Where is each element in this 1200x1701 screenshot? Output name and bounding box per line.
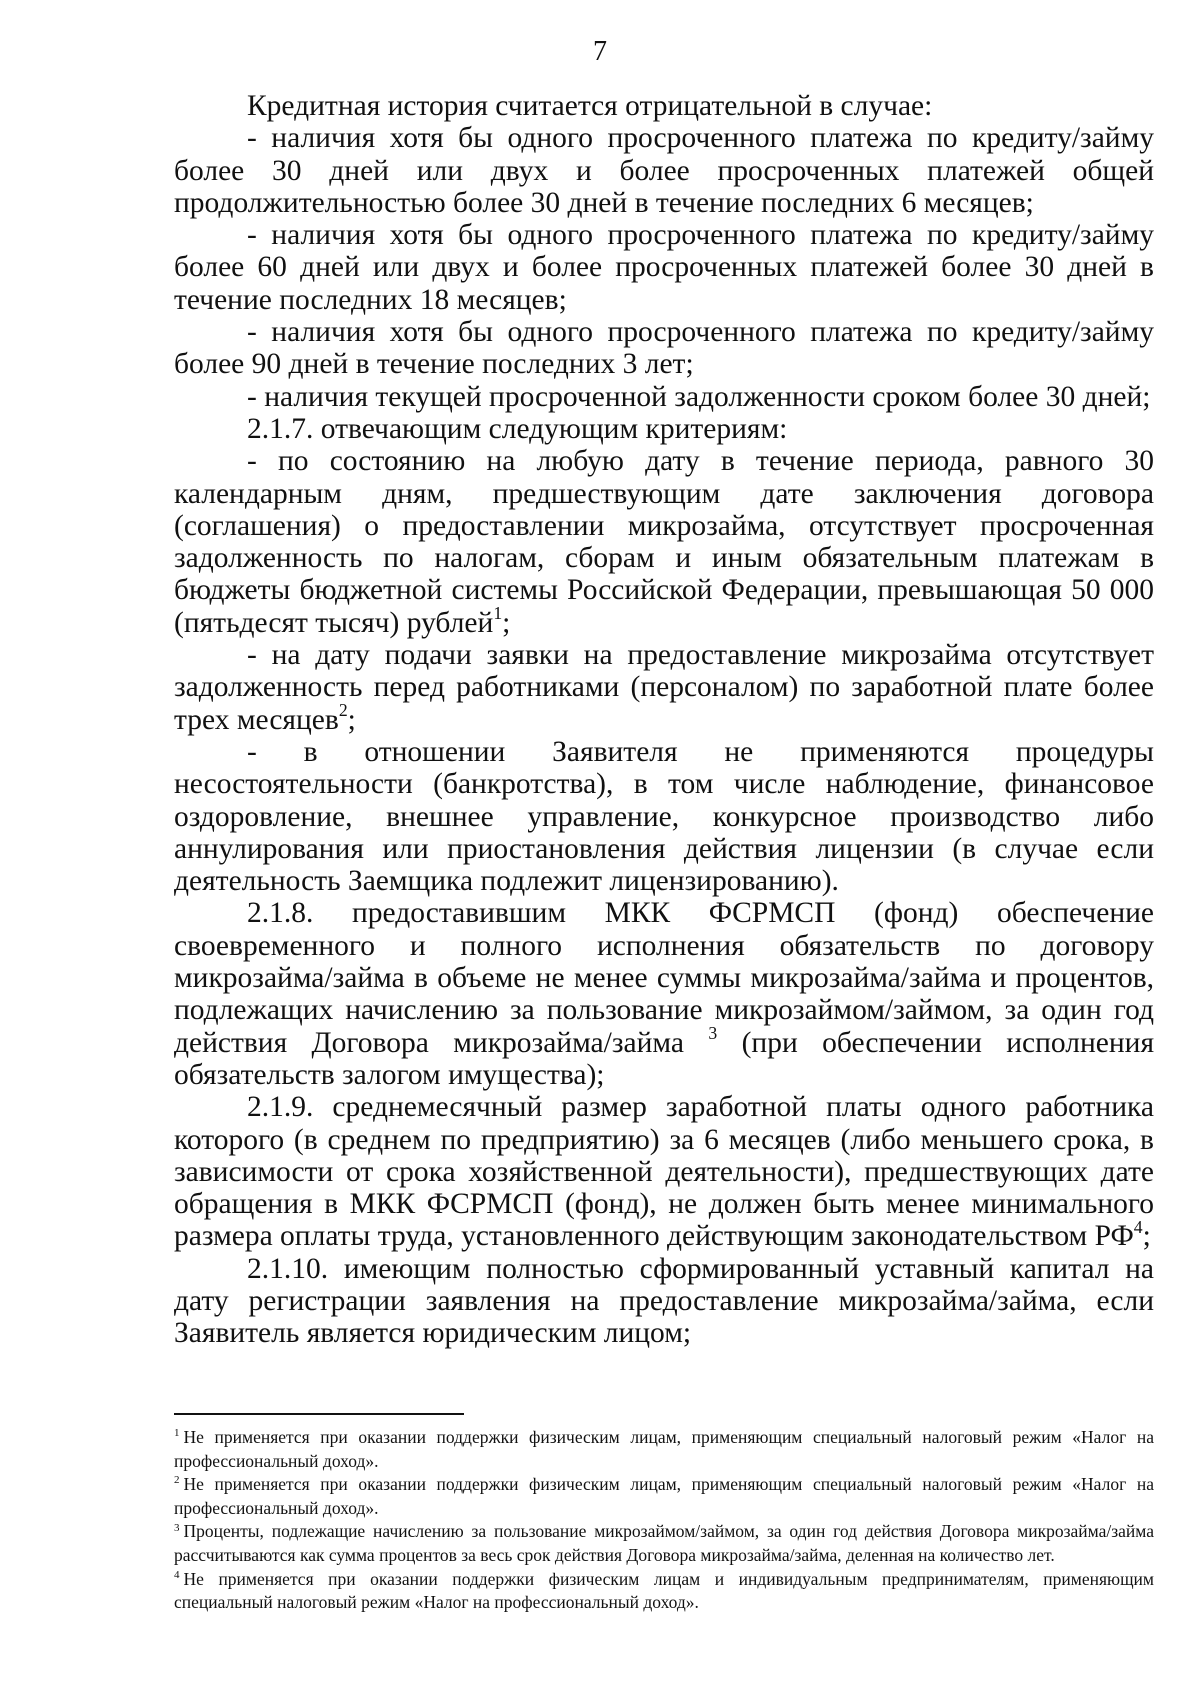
footnote-3 (174, 1520, 1154, 1567)
paragraph-text: - наличия хотя бы одного просроченного платежа по кредиту/займу более 30 дней или двух и более просроченных платежей общей продолжительностью более 30 дней в течение последних 6 месяцев; (174, 122, 1154, 219)
paragraph-text: - в отношении Заявителя не применяются процедуры несостоятельности (банкротства), в том числе наблюдение, финансовое оздоровление, внешнее управление, конкурсное производство либо аннулирования или приостановления действия лицензии (в случае если деятельность Заемщика подлежит лицензированию). (174, 735, 1154, 898)
footnote-2 (174, 1473, 1154, 1520)
footnote-mark: 4 (174, 1568, 180, 1581)
paragraph-tail: ; (1142, 1220, 1151, 1253)
paragraph-item (174, 219, 1154, 316)
paragraph-tail: (при обеспечении исполнения обязательств залогом имущества); (174, 1026, 1155, 1091)
section-2-1-10 (174, 1253, 1154, 1350)
footnote-mark: 2 (174, 1474, 180, 1487)
paragraph-item (174, 316, 1154, 381)
paragraph-tail: ; (502, 606, 511, 639)
paragraph-text: - на дату подачи заявки на предоставление микрозайма отсутствует задолженность перед работниками (персоналом) по заработной плате более трех месяцев (174, 639, 1154, 736)
paragraph-text: - наличия текущей просроченной задолженности сроком более 30 дней; (247, 380, 1151, 413)
document-body (174, 90, 1154, 1350)
paragraph-tail: ; (347, 703, 356, 736)
paragraph-text: - наличия хотя бы одного просроченного платежа по кредиту/займу более 60 дней или двух и более просроченных платежей более 30 дней в течение последних 18 месяцев; (174, 219, 1154, 316)
paragraph-item (174, 122, 1154, 219)
footnote-4 (174, 1568, 1154, 1615)
paragraph-text: - по состоянию на любую дату в течение периода, равного 30 календарным дням, предшествующим дате заключения договора (соглашения) о предоставлении микрозайма, отсутствует просроченная задолженность по налогам, сборам и иным обязательным платежам в бюджеты бюджетной системы Российской Федерации, превышающая 50 000 (пятьдесят тысяч) рублей (174, 445, 1154, 639)
paragraph-text: 2.1.10. имеющим полностью сформированный уставный капитал на дату регистрации заявления на предоставление микрозайма/займа, если Заявитель является юридическим лицом; (174, 1252, 1154, 1350)
footnote-text: Не применяется при оказании поддержки физическим лицам, применяющим специальный налоговый режим «Налог на профессиональный доход». (174, 1474, 1154, 1518)
paragraph-text: 2.1.8. предоставившим МКК ФСРМСП (фонд) обеспечение своевременного и полного исполнения обязательств по договору микрозайма/займа в объеме не менее суммы микрозайма/займа и процентов, подлежащих начислению за пользование микрозаймом/займом, за один год действия Договора микрозайма/займа (174, 897, 1154, 1059)
paragraph-item (174, 639, 1154, 736)
footnote-mark: 3 (174, 1521, 180, 1534)
section-2-1-8 (174, 897, 1154, 1091)
paragraph-text: 2.1.7. отвечающим следующим критериям: (247, 412, 788, 445)
footnote-mark: 1 (174, 1427, 180, 1440)
footnote-ref[interactable]: 1 (493, 603, 503, 624)
footnote-ref[interactable]: 4 (1133, 1216, 1143, 1237)
footnotes (174, 1426, 1154, 1615)
paragraph-item (174, 381, 1154, 413)
footnote-ref[interactable]: 3 (708, 1023, 718, 1044)
paragraph-item (174, 736, 1154, 897)
footnote-ref[interactable]: 2 (338, 700, 348, 721)
footnote-1 (174, 1426, 1154, 1473)
page-number: 7 (593, 36, 607, 67)
footnote-text: Не применяется при оказании поддержки физическим лицам и индивидуальным предпринимателям, применяющим специальный налоговый режим «Налог на профессиональный доход». (174, 1568, 1154, 1613)
paragraph-text: Кредитная история считается отрицательной в случае: (247, 90, 933, 122)
paragraph-text: 2.1.9. среднемесячный размер заработной платы одного работника которого (в среднем по предприятию) за 6 месяцев (либо меньшего срока, в зависимости от срока хозяйственной деятельности), предшествующих дате обращения в МКК ФСРМСП (фонд), не должен быть менее минимального размера оплаты труда, установленного действующим законодательством РФ (174, 1091, 1154, 1253)
paragraph-item (174, 445, 1154, 639)
paragraph-intro (174, 90, 1154, 122)
paragraph-text: - наличия хотя бы одного просроченного платежа по кредиту/займу более 90 дней в течение последних 3 лет; (174, 316, 1154, 381)
section-2-1-7 (174, 413, 1154, 445)
section-2-1-9 (174, 1091, 1154, 1252)
footnote-text: Проценты, подлежащие начислению за пользование микрозаймом/займом, за один год действия Договора микрозайма/займа рассчитываются как сумма процентов за весь срок действия Договора микрозайма/займа, деленная на количество лет. (174, 1521, 1154, 1565)
footnote-divider (174, 1413, 464, 1415)
footnote-text: Не применяется при оказании поддержки физическим лицам, применяющим специальный налоговый режим «Налог на профессиональный доход». (174, 1427, 1154, 1471)
